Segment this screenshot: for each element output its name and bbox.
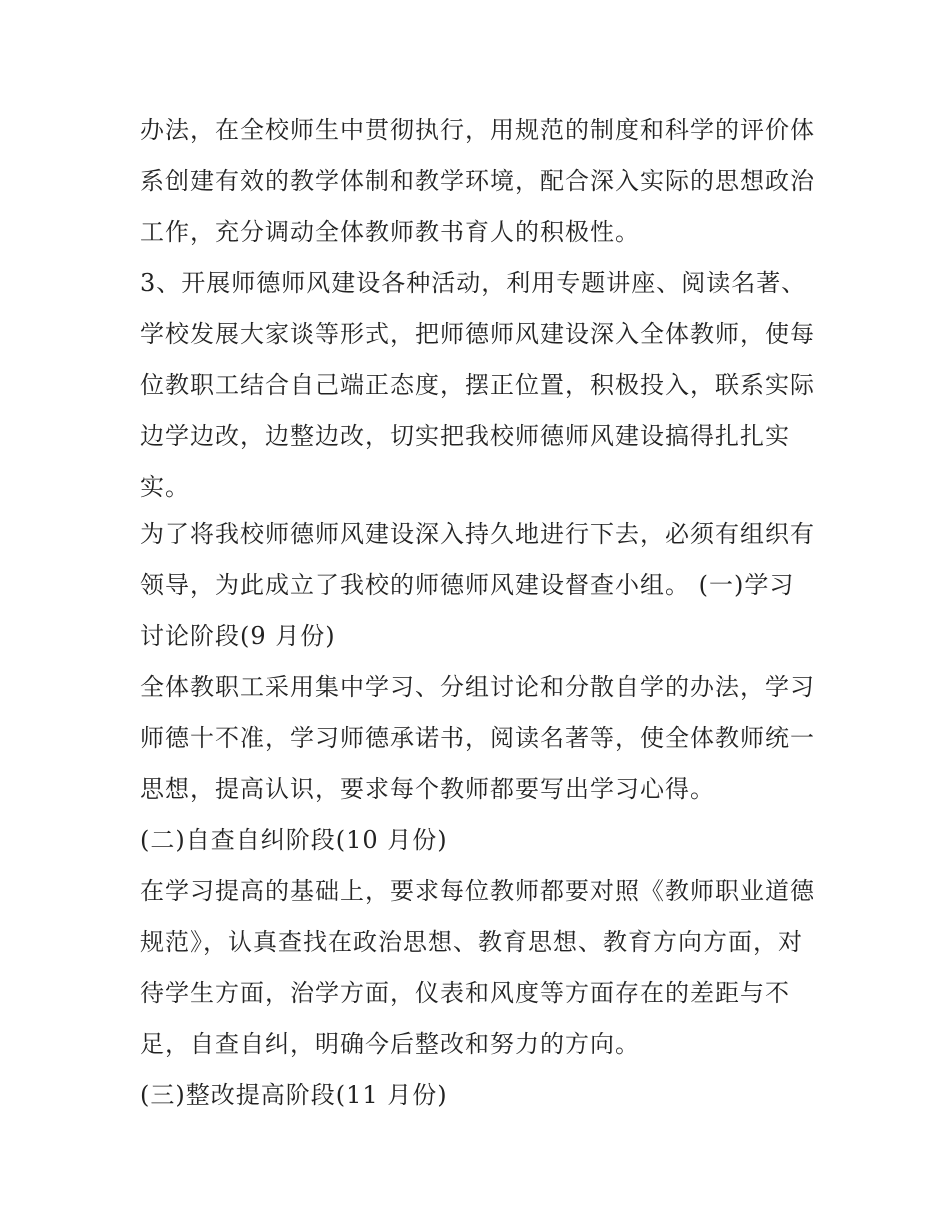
text-line: 系创建有效的教学体制和教学环境，配合深入实际的思想政治 <box>140 167 815 195</box>
text-line: 师德十不准，学习师德承诺书，阅读名著等，使全体教师统一 <box>140 724 815 752</box>
text-line: 工作，充分调动全体教师教书育人的积极性。 <box>140 218 640 246</box>
text-line: 待学生方面，治学方面，仪表和风度等方面存在的差距与不 <box>140 979 790 1007</box>
text-line: 领导，为此成立了我校的师德师风建设督查小组。 (一)学习 <box>140 571 795 599</box>
text-line: 边学边改，边整边改，切实把我校师德师风建设搞得扎扎实 <box>140 422 790 450</box>
text-line: 学校发展大家谈等形式，把师德师风建设深入全体教师，使每 <box>140 320 815 348</box>
text-line: 3、开展师德师风建设各种活动，利用专题讲座、阅读名著、 <box>140 269 807 297</box>
text-line: 全体教职工采用集中学习、分组讨论和分散自学的办法，学习 <box>140 673 815 701</box>
text-line: (二)自查自纠阶段(10 月份) <box>140 826 448 854</box>
text-line: 为了将我校师德师风建设深入持久地进行下去，必须有组织有 <box>140 520 815 548</box>
text-line: 办法，在全校师生中贯彻执行，用规范的制度和科学的评价体 <box>140 116 815 144</box>
text-line: 讨论阶段(9 月份) <box>140 622 336 650</box>
text-line: 实。 <box>140 473 190 501</box>
text-line: 足，自查自纠，明确今后整改和努力的方向。 <box>140 1030 640 1058</box>
text-line: (三)整改提高阶段(11 月份) <box>140 1081 448 1109</box>
text-line: 在学习提高的基础上，要求每位教师都要对照《教师职业道德 <box>140 877 815 905</box>
text-line: 规范》，认真查找在政治思想、教育思想、教育方向方面，对 <box>140 928 803 956</box>
text-line: 位教职工结合自己端正态度，摆正位置，积极投入，联系实际 <box>140 371 815 399</box>
text-line: 思想，提高认识，要求每个教师都要写出学习心得。 <box>140 775 715 803</box>
